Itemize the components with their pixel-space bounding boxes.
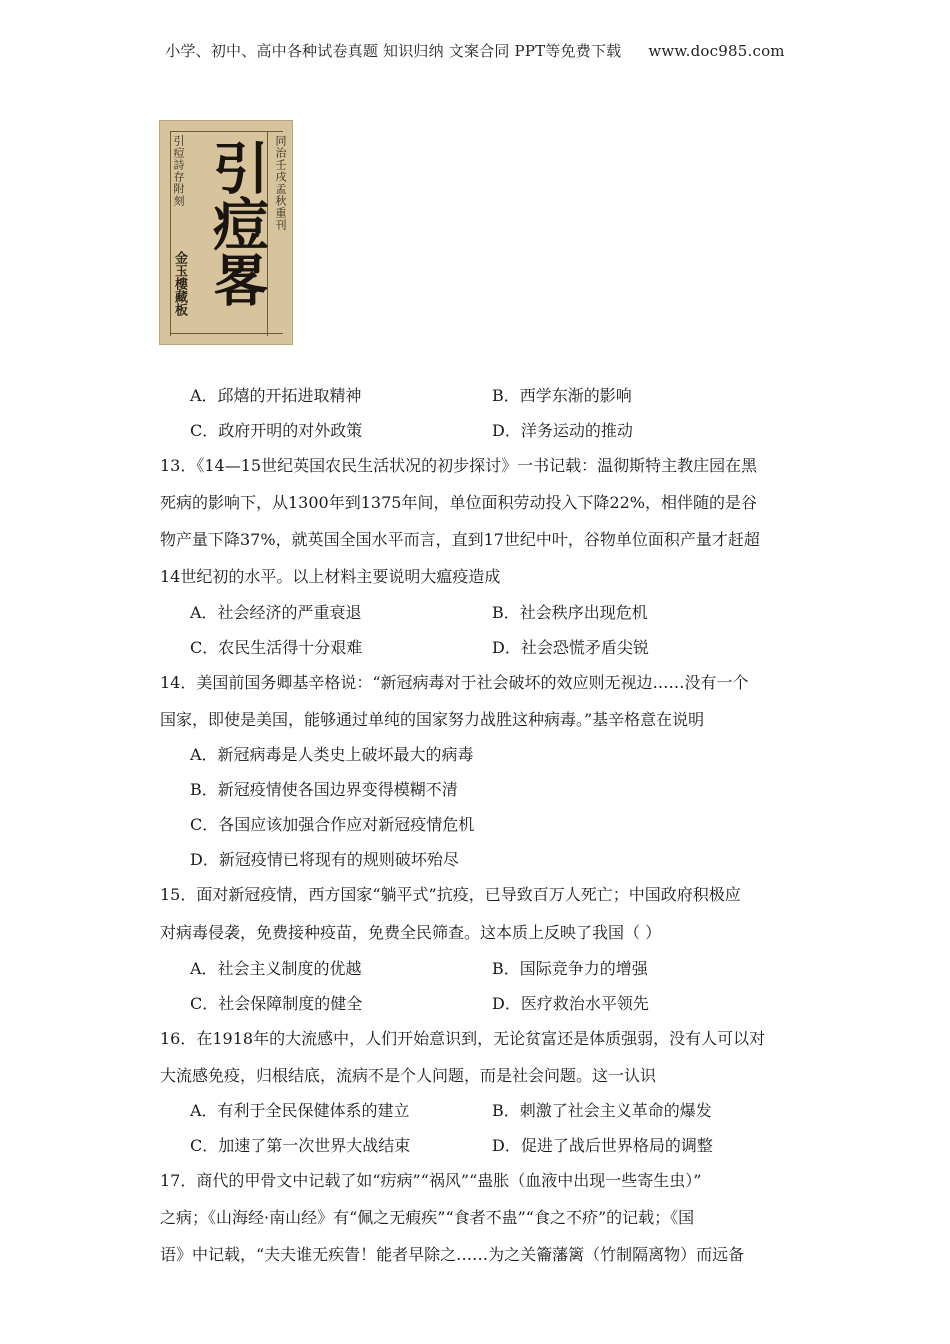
q14-option-a[interactable]: A．新冠病毒是人类史上破坏最大的病毒: [190, 745, 474, 764]
q16-option-b[interactable]: B．刺激了社会主义革命的爆发: [492, 1101, 712, 1120]
q16-option-c[interactable]: C．加速了第一次世界大战结束: [190, 1136, 411, 1155]
book-right-note: 同治壬戌孟秋重刊: [274, 135, 287, 231]
header-text: 小学、初中、高中各种试卷真题 知识归纳 文案合同 PPT等免费下载: [165, 42, 622, 60]
q12-option-b[interactable]: B．西学东渐的影响: [492, 386, 632, 405]
q17-stem-line-1: 17．商代的甲骨文中记载了如“疠病”“祸风”“蛊胀（血液中出现一些寄生虫）”: [160, 1171, 702, 1190]
q12-option-d[interactable]: D．洋务运动的推动: [492, 421, 633, 440]
book-cover-image: [159, 120, 293, 345]
q13-option-b[interactable]: B．社会秩序出现危机: [492, 603, 648, 622]
header-site-link[interactable]: www.doc985.com: [648, 42, 785, 60]
q13-stem-line-1: 13．《14—15世纪英国农民生活状况的初步探讨》一书记载：温彻斯特主教庄园在黑: [160, 456, 758, 475]
q13-option-d[interactable]: D．社会恐慌矛盾尖锐: [492, 638, 649, 657]
book-left-note-2: 金玉樓藏板: [172, 251, 187, 316]
q13-stem-line-2: 死病的影响下，从1300年到1375年间，单位面积劳动投入下降22%，相伴随的是谷: [160, 493, 758, 512]
q17-stem-line-3: 语》中记载，“夫夫谁无疾眚！能者早除之……为之关籥藩篱（竹制隔离物）而远备: [160, 1245, 745, 1264]
q12-option-a[interactable]: A．邱熺的开拓进取精神: [190, 386, 362, 405]
q15-stem-line-1: 15．面对新冠疫情，西方国家“躺平式”抗疫，已导致百万人死亡；中国政府积极应: [160, 885, 741, 904]
q14-stem-line-1: 14．美国前国务卿基辛格说：“新冠病毒对于社会破坏的效应则无视边……没有一个: [160, 673, 749, 692]
q14-option-d[interactable]: D．新冠疫情已将现有的规则破坏殆尽: [190, 850, 459, 869]
book-left-note: 引痘詩存附刻: [172, 135, 185, 207]
q15-option-b[interactable]: B．国际竞争力的增强: [492, 959, 648, 978]
page-header: [0, 40, 950, 61]
q16-option-a[interactable]: A．有利于全民保健体系的建立: [190, 1101, 410, 1120]
q12-option-c[interactable]: C．政府开明的对外政策: [190, 421, 363, 440]
q14-option-b[interactable]: B．新冠疫情使各国边界变得模糊不清: [190, 780, 458, 799]
q16-stem-line-2: 大流感免疫，归根结底，流病不是个人问题，而是社会问题。这一认识: [160, 1066, 657, 1085]
q13-option-a[interactable]: A．社会经济的严重衰退: [190, 603, 362, 622]
q16-option-d[interactable]: D．促进了战后世界格局的调整: [492, 1136, 713, 1155]
q15-option-a[interactable]: A．社会主义制度的优越: [190, 959, 362, 978]
q13-stem-line-3: 物产量下降37%，就英国全国水平而言，直到17世纪中叶，谷物单位面积产量才赶超: [160, 530, 760, 549]
q13-stem-line-4: 14世纪初的水平。以上材料主要说明大瘟疫造成: [160, 567, 501, 586]
q15-stem-line-2: 对病毒侵袭，免费接种疫苗，免费全民筛查。这本质上反映了我国（ ）: [160, 923, 662, 942]
q16-stem-line-1: 16．在1918年的大流感中，人们开始意识到，无论贫富还是体质强弱，没有人可以对: [160, 1029, 766, 1048]
q13-option-c[interactable]: C．农民生活得十分艰难: [190, 638, 363, 657]
q14-option-c[interactable]: C．各国应该加强合作应对新冠疫情危机: [190, 815, 475, 834]
q17-stem-line-2: 之病；《山海经·南山经》有“佩之无瘕疾”“食者不蛊”“食之不疥”的记载；《国: [160, 1208, 695, 1227]
book-title: 引痘畧: [204, 139, 269, 307]
q15-option-d[interactable]: D．医疗救治水平领先: [492, 994, 649, 1013]
q15-option-c[interactable]: C．社会保障制度的健全: [190, 994, 363, 1013]
q14-stem-line-2: 国家，即使是美国，能够通过单纯的国家努力战胜这种病毒。”基辛格意在说明: [160, 710, 705, 729]
